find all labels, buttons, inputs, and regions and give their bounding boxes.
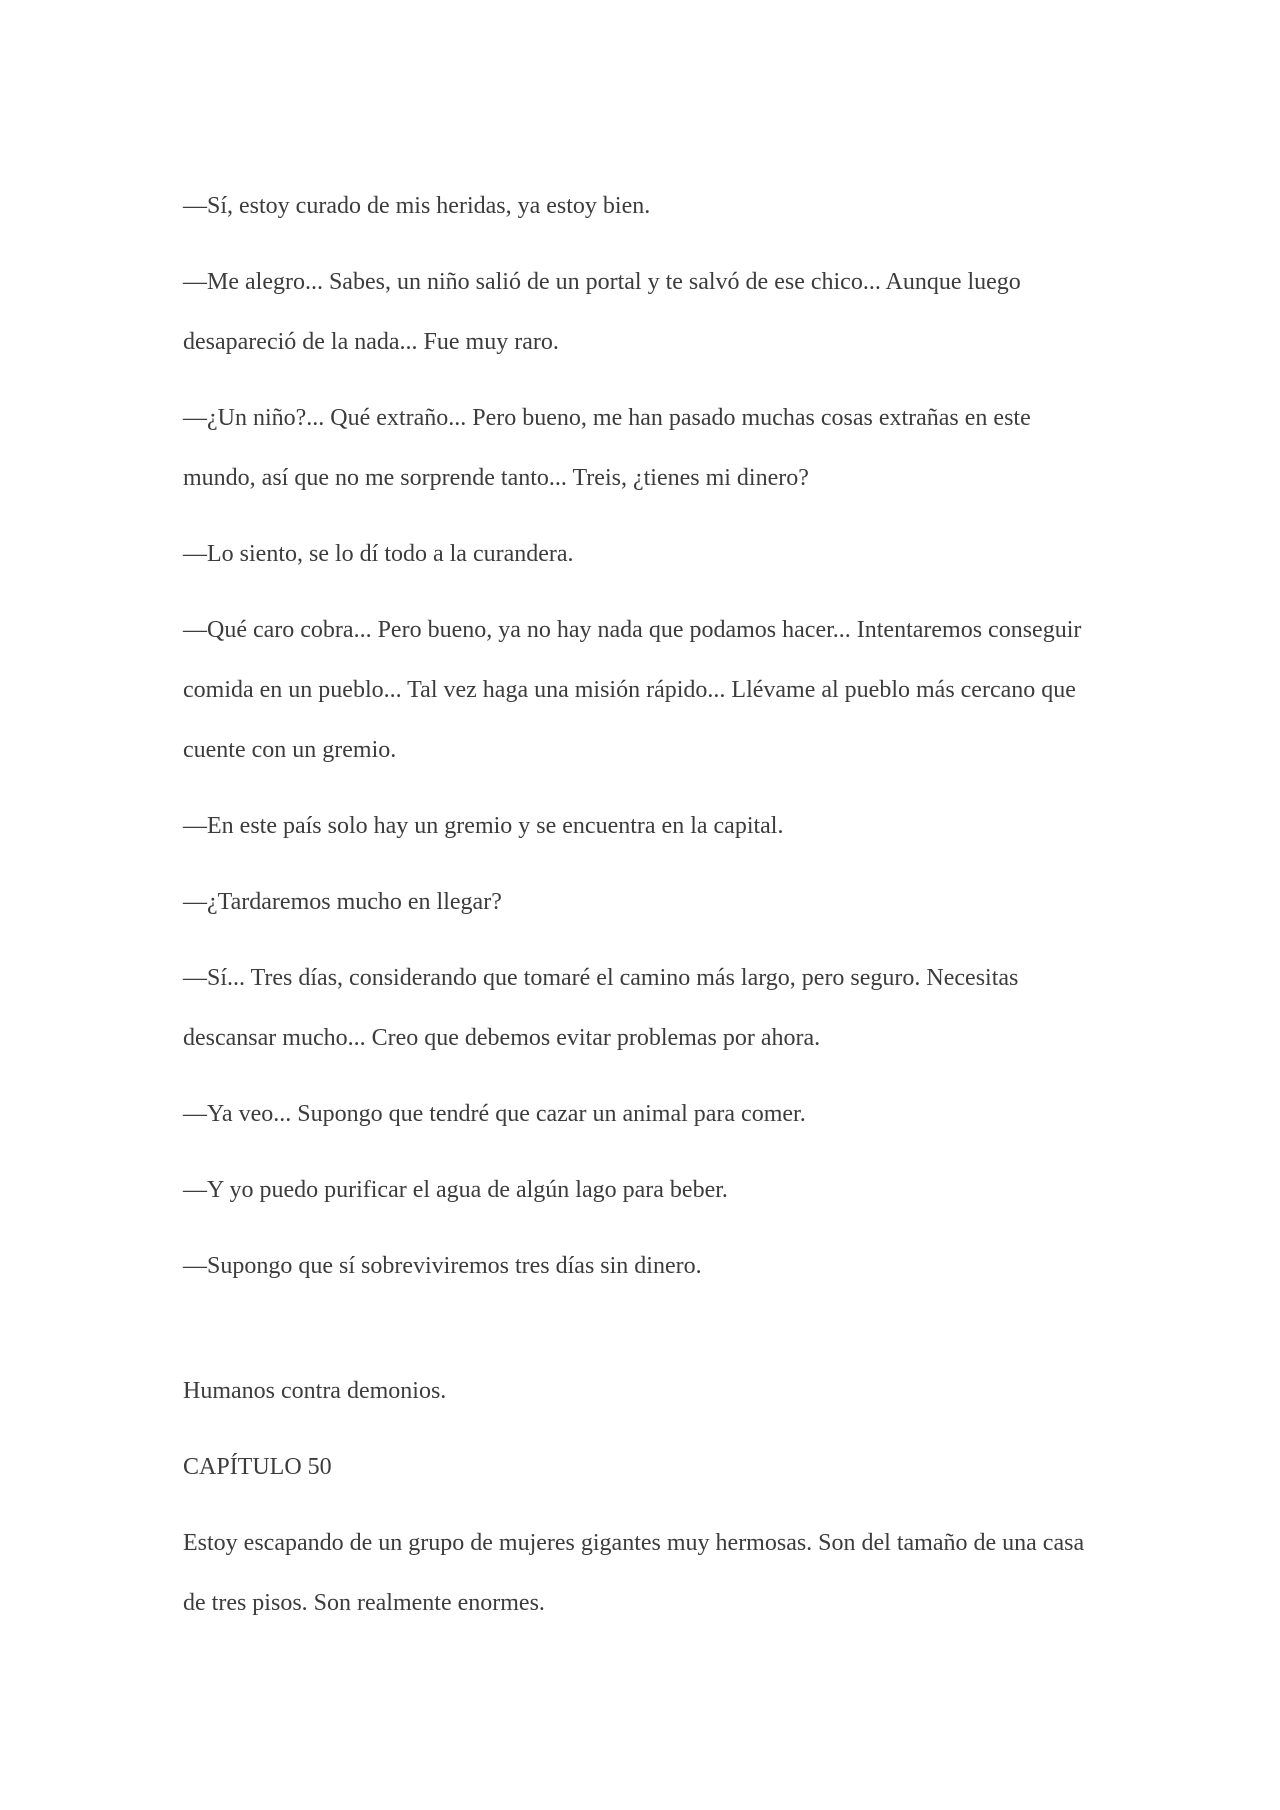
document-body — [183, 176, 1103, 1649]
chapter-paragraph: Estoy escapando de un grupo de mujeres gigantes muy hermosas. Son del tamaño de una casa de tres pisos. Son realmente enormes. — [183, 1530, 1085, 1616]
dialogue-paragraph: —Supongo que sí sobreviviremos tres días sin dinero. — [183, 1253, 702, 1279]
section-title: Humanos contra demonios. — [183, 1378, 447, 1404]
dialogue-paragraph: —En este país solo hay un gremio y se encuentra en la capital. — [183, 813, 784, 839]
dialogue-paragraph: —Y yo puedo purificar el agua de algún lago para beber. — [183, 1177, 728, 1203]
dialogue-paragraph: —Lo siento, se lo dí todo a la curandera. — [183, 541, 574, 567]
dialogue-paragraph: —Me alegro... Sabes, un niño salió de un portal y te salvó de ese chico... Aunque luego desapareció de la nada... Fue muy raro. — [183, 269, 1021, 355]
dialogue-paragraph: —¿Un niño?... Qué extraño... Pero bueno, me han pasado muchas cosas extrañas en este mundo, así que no me sorprende tanto... Treis, ¿tienes mi dinero? — [183, 405, 1031, 491]
dialogue-paragraph: —Sí... Tres días, considerando que tomaré el camino más largo, pero seguro. Necesitas descansar mucho... Creo que debemos evitar problemas por ahora. — [183, 965, 1019, 1051]
dialogue-paragraph: —Ya veo... Supongo que tendré que cazar un animal para comer. — [183, 1101, 806, 1127]
dialogue-paragraph: —¿Tardaremos mucho en llegar? — [183, 889, 502, 915]
chapter-heading: CAPÍTULO 50 — [183, 1454, 332, 1480]
dialogue-paragraph: —Qué caro cobra... Pero bueno, ya no hay nada que podamos hacer... Intentaremos conseguir comida en un pueblo... Tal vez haga una misión rápido... Llévame al pueblo más cercano que cuente con un gremio. — [183, 617, 1082, 763]
dialogue-paragraph: —Sí, estoy curado de mis heridas, ya estoy bien. — [183, 193, 651, 219]
